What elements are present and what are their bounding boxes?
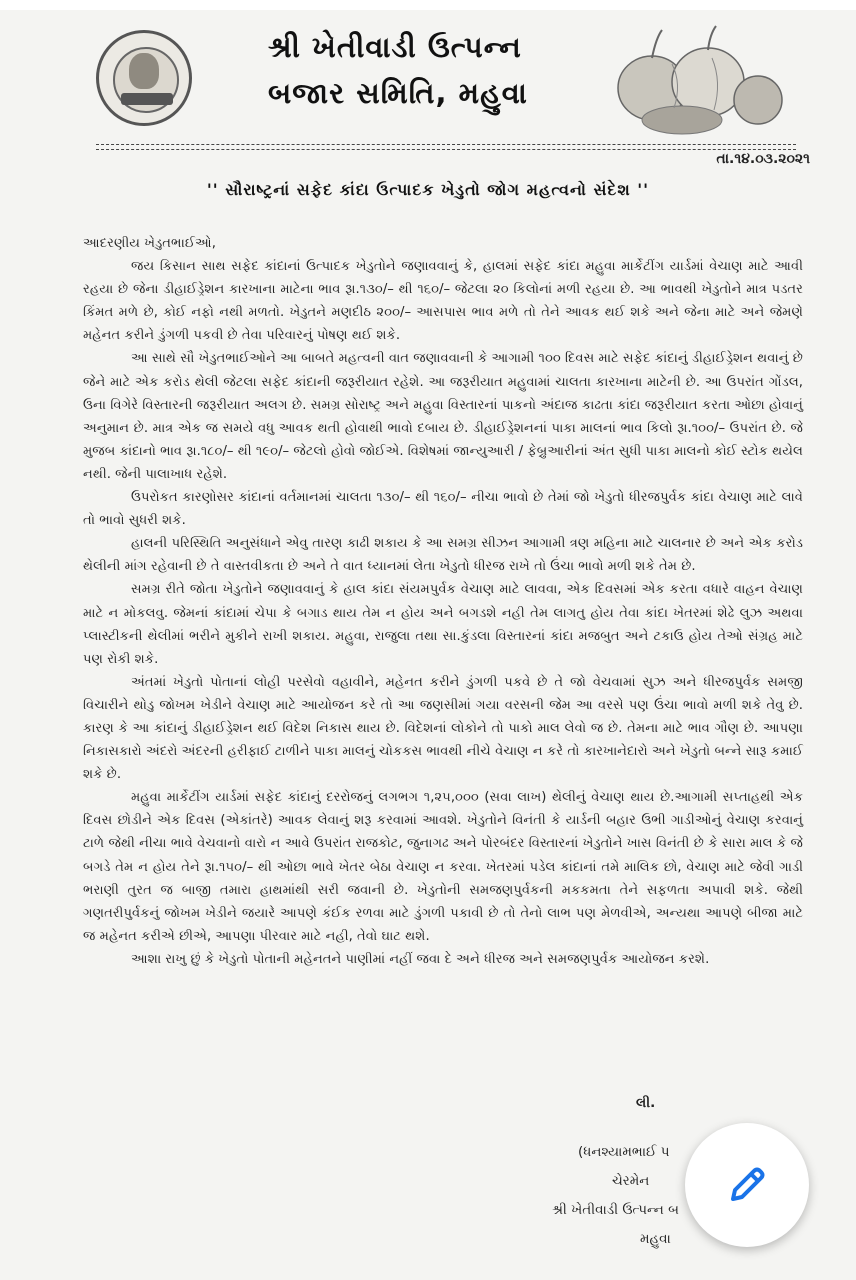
paragraph-1: જય કિસાન સાથ સફેદ કાંદાનાં ઉત્પાદક ખેડુતોને જણાવવાનું કે, હાલમાં સફેદ કાંદા મહુવા માર્કેટીંગ યાર્ડમાં વેચાણ માટે આવી રહયા છે જેના ડીહાઈડ્રેશન કારખાના માટેના ભાવ રૂા.૧૩૦/– થી ૧૬૦/– જેટલા ૨૦ કિલોનાં મળી રહયા છે. આ ભાવથી ખેડુતોને માત્ર પડતર કિંમત મળે છે, કોઈ નફો નથી મળતો. ખેડુતને મણદીઠ ૨૦૦/– આસપાસ ભાવ મળે તો તેને આવક થઈ શકે અને જેના માટે અને જેમણે મહેનત કરીને ડુંગળી પકવી છે તેવા પરિવારનું પોષણ થઈ શકે.	[83, 259, 803, 344]
pencil-icon	[723, 1161, 771, 1209]
edit-fab-button[interactable]	[685, 1123, 809, 1247]
apmc-seal-logo	[96, 30, 192, 126]
letter-date: તા.૧૪.૦૩.૨૦૨૧	[716, 151, 810, 167]
signatory-place: મહુવા	[640, 1231, 671, 1247]
paragraph-3: ઉપરોકત કારણોસર કાંદાનાં વર્તમાનમાં ચાલતા ૧૩૦/– થી ૧૬૦/– નીચા ભાવો છે તેમાં જો ખેડુતો ધીરજપુર્વક કાંદા વેચાણ માટે લાવે તો ભાવો સુધરી શકે.	[83, 490, 803, 529]
signatory-name: (ધનશ્યામભાઈ પ	[578, 1144, 670, 1160]
paragraph-2: આ સાથે સૌ ખેડુતભાઈઓને આ બાબતે મહત્વની વાત જણાવવાની કે આગામી ૧૦૦ દિવસ માટે સફેદ કાંદાનું ડીહાઈડ્રેશન થવાનું છે જેને માટે એક કરોડ થેલી જેટલા સફેદ કાંદાની જરૂરીયાત રહેશે. આ જરૂરીયાત મહુવામાં ચાલતા કારખાના માટેની છે. આ ઉપરાંત ગોંડલ, ઉના વિગેરે વિસ્તારની જરૂરીયાત અલગ છે. સમગ્ર સોરાષ્ટ્ર અને મહુવા વિસ્તારનાં પાકનો અંદાજ કાઢતા કાંદા જરૂરીયાત કરતા ઓછા હોવાનું અનુમાન છે. માત્ર એક જ સમયે વધુ આવક થતી હોવાથી ભાવો દબાય છે. ડીહાઈડ્રેશનનાં પાકા માલનાં ભાવ કિલો રૂા.૧૦૦/– ઉપરાંત છે. જે મુજબ કાંદાનો ભાવ રૂા.૧૮૦/– થી ૧૯૦/– જેટલો હોવો જોઈએ. વિશેષમાં જાન્યુઆરી / ફેબ્રુઆરીનાં અંત સુધી પાકા માલનો કોઈ સ્ટોક થયેલ નથી. જેની પાલાખાધ રહેશે.	[83, 351, 803, 482]
paragraph-8: આશા રાખુ છું કે ખેડુતો પોતાની મહેનતને પાણીમાં નહીં જવા દે અને ધીરજ અને સમજણપુર્વક આયોજન કરશે.	[131, 951, 710, 967]
header-divider-bottom	[96, 149, 796, 150]
signatory-org: શ્રી ખેતીવાડી ઉત્પન્ન બ	[552, 1202, 679, 1218]
status-strip	[0, 0, 856, 10]
paragraph-7: મહુવા માર્કેટીંગ યાર્ડમાં સફેદ કાંદાનું દરરોજનું લગભગ ૧,૨૫,૦૦૦ (સવા લાખ) થેલીનું વેચાણ થાય છે.આગામી સપ્તાહથી એક દિવસ છોડીને એક દિવસ (એકાંતરે) આવક લેવાનું શરૂ કરવામાં આવશે. ખેડુતોને વિનંતી કે યાર્ડની બહાર ઉભી ગાડીઓનું વેચાણ કરવાનું ટાળે જેથી નીચા ભાવે વેચવાનો વારો ન આવે ઉપરાંત રાજકોટ, જુનાગઢ અને પોરબંદર વિસ્તારનાં ખેડુતોને ખાસ વિનંતી છે કે સારા માલ કે જે બગડે તેમ ન હોય તેને રૂા.૧૫૦/– થી ઓછા ભાવે ખેતર બેઠા વેચાણ ન કરવા. ખેતરમાં પડેલ કાંદાનાં તમે માલિક છો, વેચાણ માટે જેવી ગાડી ભરાણી તુરત જ બાજી તમારા હાથમાંથી સરી જવાની છે. ખેડુતોની સમજણપુર્વકની મકકમતા તેને સફળતા અપાવી શકે. જેથી ગણતરીપુર્વકનું જોખમ ખેડીને જયારે આપણે કંઈક રળવા માટે ડુંગળી પકાવી છે તો તેનો લાભ પણ મેળવીએ, અન્યથા આપણે બીજા માટે જ મહેનત કરીએ છીએ, આપણા પીરવાર માટે નહી, તેવો ઘાટ થશે.	[83, 790, 803, 944]
org-title-line2: બજાર સમિતિ, મહુવા	[268, 76, 528, 110]
paragraph-5: સમગ્ર રીતે જોતા ખેડુતોને જણાવવાનું કે હાલ કાંદા સંયમપુર્વક વેચાણ માટે લાવવા, એક દિવસમાં એક કરતા વધારે વાહન વેચાણ માટે ન મોકલવુ. જેમનાં કાંદામાં ચેપા કે બગાડ થાય તેમ ન હોય અને બગડશે નહી તેમ લાગતુ હોય તેવા કાંદા ખેતરમાં શેઢે લુઝ અથવા પ્લાસ્ટીકની થેલીમાં ભરીને મુકીને રાખી શકાય. મહુવા, રાજુલા તથા સા.કુંડલા વિસ્તારનાં કાંદા મજબુત અને ટકાઉ હોય તેઓ સંગ્રહ માટે પણ રોકી શકે.	[83, 582, 803, 667]
org-title-line1: શ્રી ખેતીવાડી ઉત્પન્ન	[268, 30, 522, 64]
letter-body	[83, 232, 803, 971]
letter-subject: '' સૌરાષ્ટ્રનાં સફેદ કાંદા ઉત્પાદક ખેડુતો જોગ મહત્વનો સંદેશ ''	[206, 180, 650, 199]
onions-illustration	[612, 24, 784, 136]
salutation: આદરણીય ખેડુતભાઈઓ,	[83, 236, 216, 251]
paragraph-4: હાલની પરિસ્થિતિ અનુસંધાને એવુ તારણ કાઢી શકાય કે આ સમગ્ર સીઝન આગામી ત્રણ મહિના માટે ચાલનાર છે અને એક કરોડ થેલીની માંગ રહેવાની છે તે વાસ્તવીકતા છે અને તે વાત ધ્યાનમાં લેતા ખેડુતો ધીરજ રાખે તો ઉંચા ભાવો મળી શકે તેમ છે.	[83, 536, 803, 575]
paragraph-6: અંતમાં ખેડુતો પોતાનાં લોહી પરસેવો વહાવીને, મહેનત કરીને ડુંગળી પકવે છે તે જો વેચવામાં સુઝ અને ધીરજપુર્વક સમજી વિચારીને થોડુ જોખમ ખેડીને વેચાણ માટે આયોજન કરે તો આ જણસીમાં ગયા વરસની જેમ આ વરસે પણ ઉંચા ભાવો મળી શકે તેવુ છે. કારણ કે આ કાંદાનું ડીહાઈડ્રેશન થઈ વિદેશ નિકાસ થાય છે. વિદેશનાં લોકોને તો પાકો માલ લેવો જ છે. તેમના માટે ભાવ ગૌણ છે. આપણા નિકાસકારો અંદરો અંદરની હરીફાઈ ટાળીને પાકા માલનું ચોકકસ ભાવથી નીચે વેચાણ ન કરે તો કારખાનેદારો અને ખેડુતો બન્ને સારૂ કમાઈ શકે છે.	[83, 674, 803, 783]
signature-closing: લી.	[636, 1095, 656, 1111]
header-divider-top	[96, 144, 796, 145]
signatory-designation: ચેરમેન	[612, 1173, 650, 1189]
